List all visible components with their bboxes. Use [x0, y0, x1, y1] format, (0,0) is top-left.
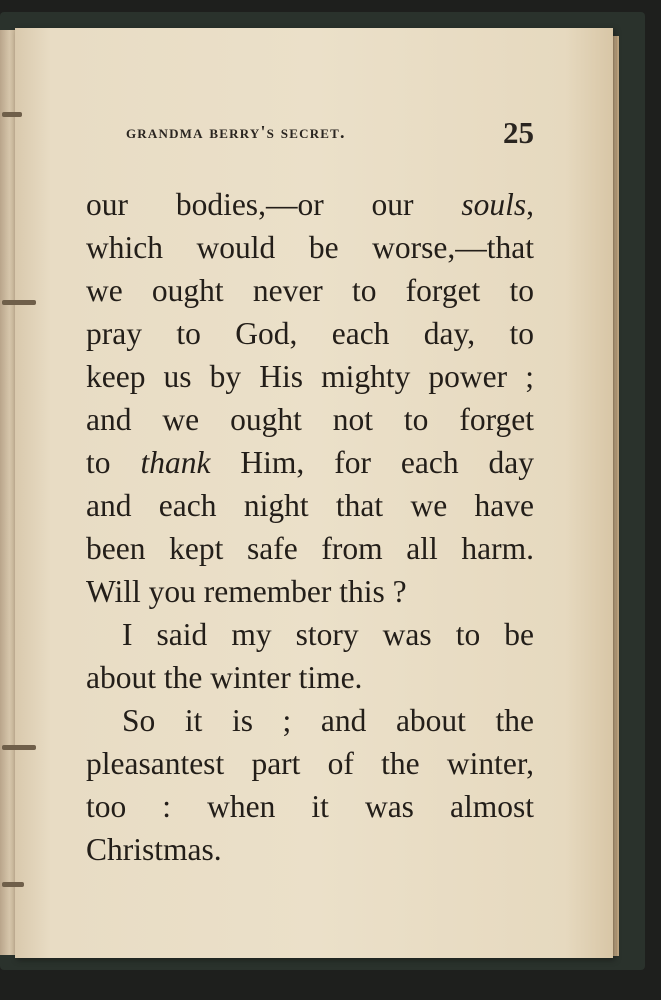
text-line [86, 570, 534, 613]
text-line [86, 398, 534, 441]
text-segment: too : when it was almost [86, 789, 534, 824]
text-segment: we ought never to forget to [86, 273, 534, 308]
text-segment: which would be worse,—that [86, 230, 534, 265]
binding-stitch [2, 112, 22, 117]
text-segment: pleasantest part of the winter, [86, 746, 534, 781]
page-number: 25 [503, 115, 534, 150]
text-segment: Him, for each day [210, 445, 534, 480]
text-segment: , [526, 187, 534, 222]
text-segment: and each night that we have [86, 488, 534, 523]
text-line [86, 656, 534, 699]
text-line [86, 269, 534, 312]
text-line [86, 312, 534, 355]
body-text [86, 183, 534, 871]
text-line [86, 484, 534, 527]
text-line [86, 226, 534, 269]
text-segment: I said my story was to be [122, 617, 534, 652]
text-segment: pray to God, each day, to [86, 316, 534, 351]
text-segment: Christmas. [86, 832, 222, 867]
text-segment: been kept safe from all harm. [86, 531, 534, 566]
italic-word: thank [140, 445, 211, 480]
text-segment: about the winter time. [86, 660, 363, 695]
text-line [86, 699, 534, 742]
text-line [86, 785, 534, 828]
text-line [86, 742, 534, 785]
text-line [86, 527, 534, 570]
text-line [86, 441, 534, 484]
binding-stitch [2, 882, 24, 887]
page-gutter [0, 30, 16, 955]
text-segment: Will you remember this ? [86, 574, 407, 609]
binding-stitch [2, 300, 36, 305]
italic-word: souls [461, 187, 527, 222]
text-line [86, 613, 534, 656]
text-segment: keep us by His mighty power ; [86, 359, 534, 394]
binding-stitch [2, 745, 36, 750]
text-line [86, 183, 534, 226]
text-segment: So it is ; and about the [122, 703, 534, 738]
running-title: grandma berry's secret. [126, 122, 346, 142]
text-segment: to [86, 445, 141, 480]
text-line [86, 355, 534, 398]
text-segment: and we ought not to forget [86, 402, 534, 437]
text-line [86, 828, 534, 871]
text-segment: our bodies,—or our [86, 187, 462, 222]
